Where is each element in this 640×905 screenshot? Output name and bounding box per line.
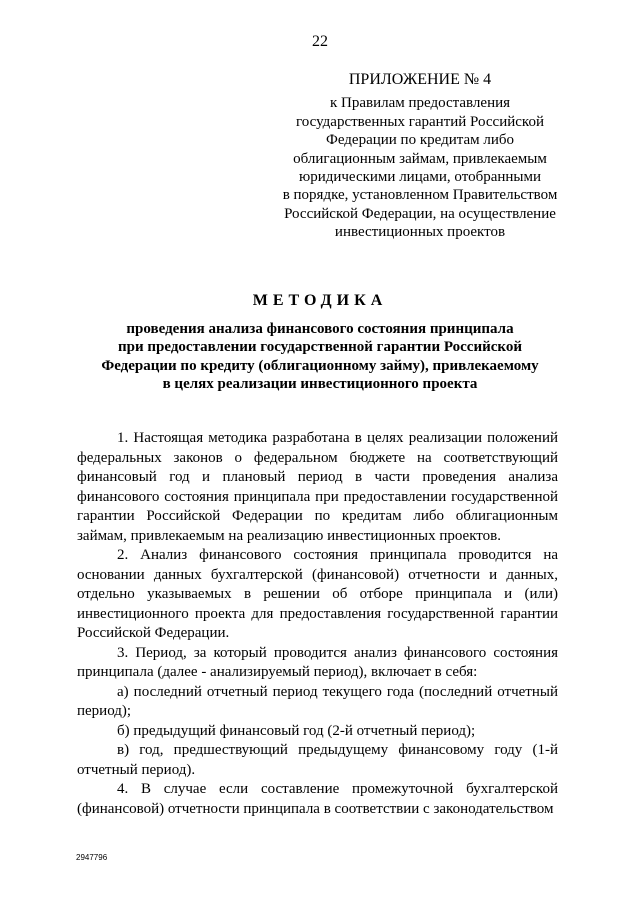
appendix-header — [260, 71, 580, 242]
document-body — [77, 429, 558, 819]
subtitle-line: Федерации по кредиту (облигационному займу), привлекаемому — [101, 357, 539, 374]
appendix-line: государственных гарантий Российской — [296, 113, 544, 130]
paragraph-3c: в) год, предшествующий предыдущему финансовому году (1-й отчетный период). — [77, 742, 558, 778]
subtitle-line: проведения анализа финансового состояния принципала — [126, 321, 514, 337]
subtitle-line: при предоставлении государственной гарантии Российской — [118, 339, 522, 356]
document-code: 2947796 — [76, 853, 108, 862]
document-title: МЕТОДИКА — [252, 292, 388, 309]
paragraph-2: 2. Анализ финансового состояния принципала проводится на основании данных бухгалтерской (финансовой) отчетности и данных, отдельно указываемых в решении об отборе принципала и (или) инвестиционного проекта для предоставления государственной гарантии Российской Федерации. — [77, 547, 558, 641]
appendix-line: Федерации по кредитам либо — [325, 132, 515, 149]
paragraph-3a: а) последний отчетный период текущего года (последний отчетный период); — [77, 683, 558, 719]
appendix-line: к Правилам предоставления — [329, 95, 511, 112]
document-subtitle — [70, 320, 570, 393]
paragraph-3b: б) предыдущий финансовый год (2-й отчетный период); — [117, 722, 476, 739]
paragraph-1: 1. Настоящая методика разработана в целях реализации положений федеральных законов о федеральном бюджете на соответствующий финансовый год и плановый период в части проведения анализа финансового состояния принципала при предоставлении государственной гарантии Российской Федерации по кредитам либо облигационным займам, привлекаемым на реализацию инвестиционных проектов. — [77, 430, 558, 544]
page-number: 22 — [312, 33, 328, 50]
appendix-title: ПРИЛОЖЕНИЕ № 4 — [348, 71, 492, 88]
appendix-line: в порядке, установленном Правительством — [282, 187, 558, 204]
paragraph-4: 4. В случае если составление промежуточной бухгалтерской (финансовой) отчетности принципала в соответствии с законодательством — [77, 781, 558, 817]
appendix-line: юридическими лицами, отобранными — [298, 169, 542, 186]
paragraph-3: 3. Период, за который проводится анализ финансового состояния принципала (далее - анализируемый период), включает в себя: — [77, 644, 558, 680]
appendix-line: облигационным займам, привлекаемым — [293, 150, 547, 167]
appendix-line: инвестиционных проектов — [334, 224, 506, 241]
appendix-line: Российской Федерации, на осуществление — [284, 205, 556, 222]
subtitle-line: в целях реализации инвестиционного проекта — [162, 375, 478, 392]
